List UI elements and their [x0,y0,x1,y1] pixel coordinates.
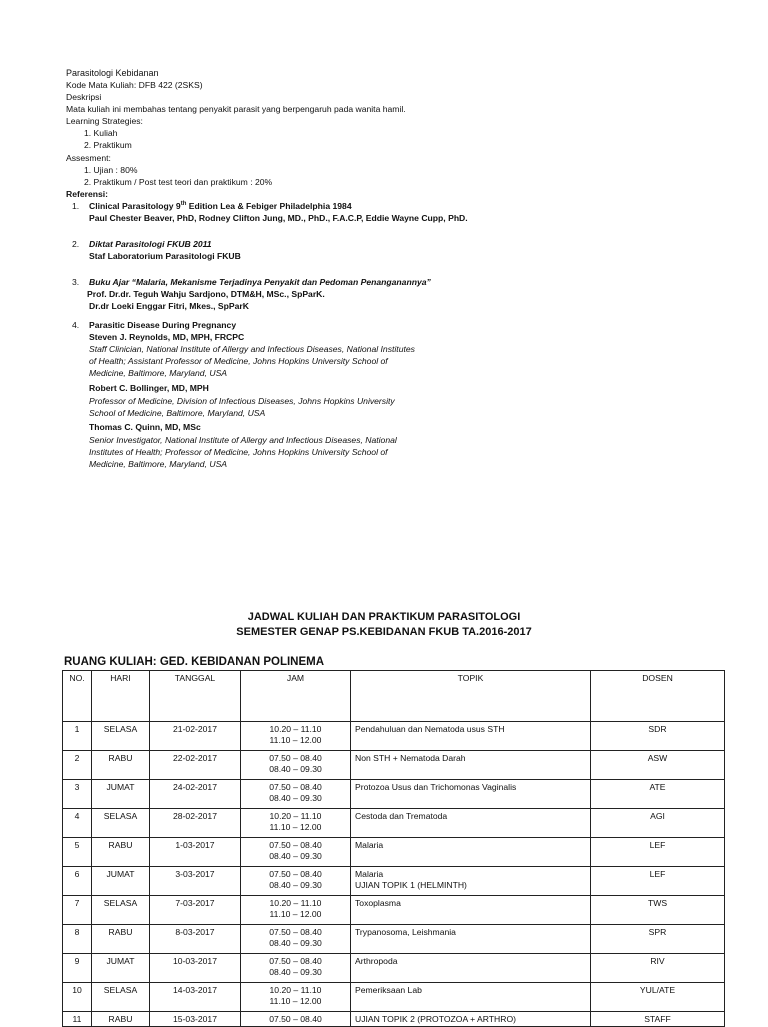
header-topik: TOPIK [351,671,591,722]
jam-slot: 07.50 – 08.40 [269,956,322,966]
topik-line: Trypanosoma, Leishmania [355,927,456,937]
reference-2-title: Diktat Parasitologi FKUB 2011 [89,239,212,249]
jam-slot: 11.10 – 12.00 [269,909,322,919]
table-row [63,983,725,1012]
author-affiliation: of Health; Assistant Professor of Medicine, Johns Hopkins University School of [89,356,388,366]
table-row [63,954,725,983]
cell-topik [351,722,591,751]
cell-hari: RABU [92,751,150,780]
author-affiliation: Staff Clinician, National Institute of Allergy and Infectious Diseases, National Institutes [89,344,415,354]
cell-dosen: STAFF [591,1012,725,1027]
learning-strategy-item: 1. Kuliah [84,128,118,138]
reference-number: 2. [72,239,80,249]
reference-number: 3. [72,277,80,287]
reference-1-title: Clinical Parasitology 9th Edition Lea & Febiger Philadelphia 1984 [89,201,352,211]
table-row [63,1012,725,1027]
cell-topik [351,809,591,838]
reference-4-author: Robert C. Bollinger, MD, MPH [89,383,209,393]
jam-slot: 11.10 – 12.00 [269,822,322,832]
jam-slot: 08.40 – 09.30 [269,851,322,861]
jam-slot: 08.40 – 09.30 [269,880,322,890]
reference-4-author: Steven J. Reynolds, MD, MPH, FRCPC [89,332,245,342]
cell-no: 7 [63,896,92,925]
jam-slot: 07.50 – 08.40 [269,1014,322,1024]
author-affiliation: Senior Investigator, National Institute of Allergy and Infectious Diseases, National [89,435,397,445]
cell-dosen: LEF [591,838,725,867]
cell-dosen: YUL/ATE [591,983,725,1012]
topik-line: UJIAN TOPIK 1 (HELMINTH) [355,880,467,890]
cell-no: 3 [63,780,92,809]
description-text: Mata kuliah ini membahas tentang penyakit parasit yang berpengaruh pada wanita hamil. [66,104,406,114]
header-tanggal: TANGGAL [150,671,241,722]
topik-line: Arthropoda [355,956,398,966]
header-no: NO. [63,671,92,722]
cell-dosen: SPR [591,925,725,954]
jam-slot: 07.50 – 08.40 [269,782,322,792]
cell-topik [351,1012,591,1027]
cell-hari: RABU [92,925,150,954]
schedule-subtitle: SEMESTER GENAP PS.KEBIDANAN FKUB TA.2016-2017 [236,626,532,638]
cell-jam [241,896,351,925]
cell-tanggal: 10-03-2017 [150,954,241,983]
cell-tanggal: 24-02-2017 [150,780,241,809]
cell-topik [351,751,591,780]
cell-hari: SELASA [92,722,150,751]
jam-slot: 08.40 – 09.30 [269,967,322,977]
cell-dosen: LEF [591,867,725,896]
cell-hari: SELASA [92,896,150,925]
assessment-label: Assesment: [66,153,111,163]
schedule-table [62,670,725,1027]
cell-tanggal: 15-03-2017 [150,1012,241,1027]
cell-tanggal: 7-03-2017 [150,896,241,925]
cell-dosen: AGI [591,809,725,838]
cell-no: 6 [63,867,92,896]
cell-jam [241,722,351,751]
cell-topik [351,954,591,983]
jam-slot: 11.10 – 12.00 [269,735,322,745]
jam-slot: 07.50 – 08.40 [269,869,322,879]
jam-slot: 11.10 – 12.00 [269,996,322,1006]
topik-line: Pemeriksaan Lab [355,985,422,995]
cell-jam [241,1012,351,1027]
cell-hari: RABU [92,1012,150,1027]
jam-slot: 07.50 – 08.40 [269,840,322,850]
cell-tanggal: 3-03-2017 [150,867,241,896]
table-row [63,838,725,867]
cell-tanggal: 22-02-2017 [150,751,241,780]
cell-topik [351,925,591,954]
cell-hari: JUMAT [92,780,150,809]
cell-no: 9 [63,954,92,983]
cell-jam [241,867,351,896]
cell-jam [241,809,351,838]
table-row [63,722,725,751]
learning-strategies-label: Learning Strategies: [66,116,143,126]
cell-topik [351,780,591,809]
cell-jam [241,838,351,867]
cell-topik [351,867,591,896]
schedule-title: JADWAL KULIAH DAN PRAKTIKUM PARASITOLOGI [247,611,521,623]
table-header-row [63,671,725,722]
reference-number: 1. [72,201,80,211]
reference-4-title: Parasitic Disease During Pregnancy [89,320,237,330]
cell-dosen: SDR [591,722,725,751]
reference-3-author: Dr.dr Loeki Enggar Fitri, Mkes., SpParK [89,301,249,311]
jam-slot: 08.40 – 09.30 [269,938,322,948]
cell-hari: SELASA [92,809,150,838]
cell-hari: RABU [92,838,150,867]
table-row [63,867,725,896]
author-affiliation: Medicine, Baltimore, Maryland, USA [89,459,228,469]
reference-3-title: Buku Ajar “Malaria, Mekanisme Terjadinya Penyakit dan Pedoman Penanganannya” [89,277,431,287]
cell-hari: JUMAT [92,954,150,983]
learning-strategy-item: 2. Praktikum [84,140,132,150]
cell-dosen: TWS [591,896,725,925]
reference-3-author: Prof. Dr.dr. Teguh Wahju Sardjono, DTM&H, MSc., SpParK. [87,289,325,299]
cell-hari: SELASA [92,983,150,1012]
cell-topik [351,896,591,925]
jam-slot: 07.50 – 08.40 [269,927,322,937]
cell-no: 4 [63,809,92,838]
cell-no: 5 [63,838,92,867]
cell-no: 8 [63,925,92,954]
header-hari: HARI [92,671,150,722]
cell-no: 10 [63,983,92,1012]
jam-slot: 10.20 – 11.10 [269,724,322,734]
cell-topik [351,983,591,1012]
cell-topik [351,838,591,867]
cell-tanggal: 21-02-2017 [150,722,241,751]
cell-jam [241,925,351,954]
table-row [63,896,725,925]
topik-line: Non STH + Nematoda Darah [355,753,466,763]
table-row [63,925,725,954]
cell-no: 11 [63,1012,92,1027]
description-label: Deskripsi [66,92,102,102]
assessment-item: 1. Ujian : 80% [84,165,138,175]
lecture-room: RUANG KULIAH: GED. KEBIDANAN POLINEMA [64,656,325,668]
topik-line: Cestoda dan Trematoda [355,811,448,821]
topik-line: Pendahuluan dan Nematoda usus STH [355,724,505,734]
jam-slot: 08.40 – 09.30 [269,793,322,803]
cell-dosen: RIV [591,954,725,983]
jam-slot: 10.20 – 11.10 [269,898,322,908]
cell-tanggal: 1-03-2017 [150,838,241,867]
topik-line: UJIAN TOPIK 2 (PROTOZOA + ARTHRO) [355,1014,517,1024]
header-dosen: DOSEN [591,671,725,722]
topik-line: Malaria [355,869,384,879]
reference-1-authors: Paul Chester Beaver, PhD, Rodney Clifton Jung, MD., PhD., F.A.C.P, Eddie Wayne Cupp, PhD. [89,213,468,223]
table-row [63,809,725,838]
cell-tanggal: 28-02-2017 [150,809,241,838]
cell-no: 2 [63,751,92,780]
author-affiliation: Medicine, Baltimore, Maryland, USA [89,368,228,378]
jam-slot: 10.20 – 11.10 [269,811,322,821]
author-affiliation: School of Medicine, Baltimore, Maryland, USA [89,408,266,418]
table-row [63,751,725,780]
cell-jam [241,983,351,1012]
course-title: Parasitologi Kebidanan [66,68,159,78]
course-code: Kode Mata Kuliah: DFB 422 (2SKS) [66,80,203,90]
topik-line: Toxoplasma [355,898,401,908]
cell-jam [241,751,351,780]
cell-jam [241,954,351,983]
cell-tanggal: 14-03-2017 [150,983,241,1012]
topik-line: Protozoa Usus dan Trichomonas Vaginalis [355,782,517,792]
jam-slot: 08.40 – 09.30 [269,764,322,774]
reference-number: 4. [72,320,80,330]
reference-2-author: Staf Laboratorium Parasitologi FKUB [89,251,241,261]
cell-dosen: ASW [591,751,725,780]
cell-no: 1 [63,722,92,751]
author-affiliation: Professor of Medicine, Division of Infectious Diseases, Johns Hopkins University [89,396,395,406]
cell-hari: JUMAT [92,867,150,896]
references-label: Referensi: [66,189,109,199]
author-affiliation: Institutes of Health; Professor of Medicine, Johns Hopkins University School of [89,447,388,457]
cell-jam [241,780,351,809]
topik-line: Malaria [355,840,384,850]
table-row [63,780,725,809]
reference-4-author: Thomas C. Quinn, MD, MSc [89,422,201,432]
cell-tanggal: 8-03-2017 [150,925,241,954]
assessment-item: 2. Praktikum / Post test teori dan praktikum : 20% [84,177,273,187]
jam-slot: 07.50 – 08.40 [269,753,322,763]
cell-dosen: ATE [591,780,725,809]
header-jam: JAM [241,671,351,722]
jam-slot: 10.20 – 11.10 [269,985,322,995]
